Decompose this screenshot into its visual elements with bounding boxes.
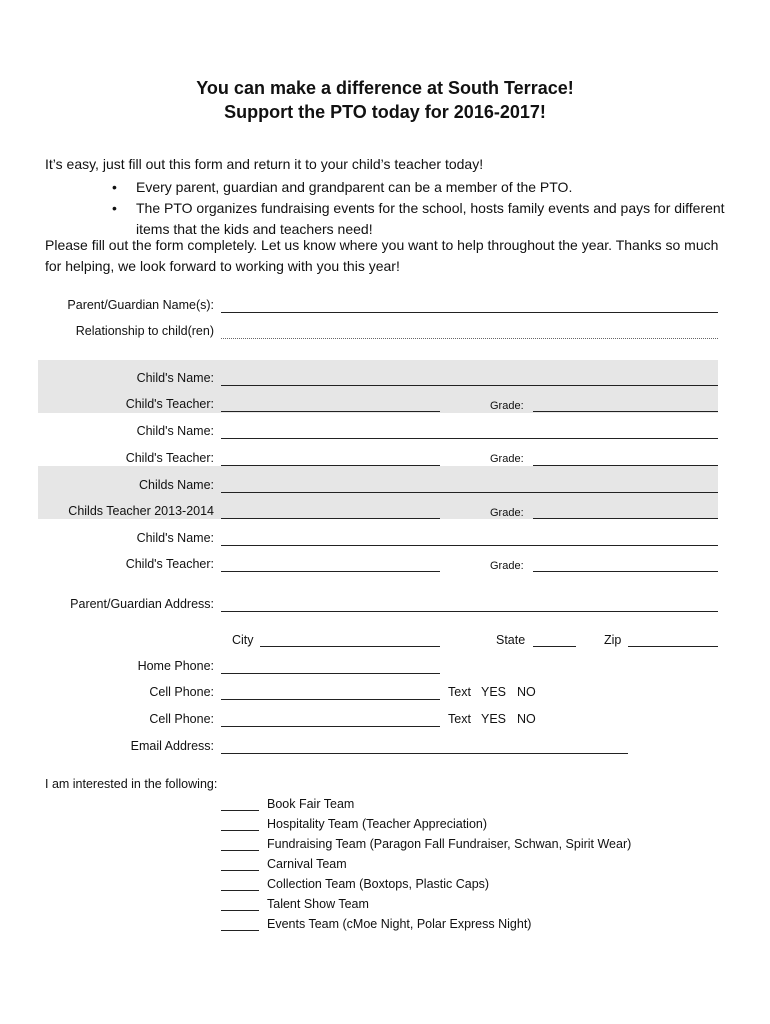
zip-label: Zip (604, 633, 622, 647)
child-1-teacher-label: Child's Teacher: (125, 397, 214, 411)
child-1-name-field[interactable] (221, 385, 718, 386)
interest-4-label: Carnival Team (267, 857, 347, 871)
child-2-grade-label: Grade: (490, 453, 524, 465)
home-phone-label: Home Phone: (137, 659, 214, 673)
child-4-grade-label: Grade: (490, 560, 524, 572)
cell-phone-field[interactable] (221, 699, 440, 700)
child-2-name-field[interactable] (221, 438, 718, 439)
text-label: Text (448, 685, 471, 699)
child-1-teacher-field[interactable] (221, 411, 440, 412)
child-1-name-label: Child's Name: (136, 371, 214, 385)
cell-phone-2-label: Cell Phone: (149, 712, 214, 726)
relationship-label: Relationship to child(ren) (75, 324, 214, 338)
child-2-grade-field[interactable] (533, 465, 718, 466)
child-3-teacher-field[interactable] (221, 518, 440, 519)
zip-field[interactable] (628, 646, 718, 647)
city-label: City (232, 633, 254, 647)
child-3-name-field[interactable] (221, 492, 718, 493)
text-2-yes-option[interactable]: YES (481, 712, 507, 726)
interest-3-label: Fundraising Team (Paragon Fall Fundraiser, Schwan, Spirit Wear) (267, 837, 632, 851)
interest-2-blank[interactable] (221, 830, 259, 831)
text-no-option[interactable]: NO (517, 685, 536, 699)
intro-bullet-2: The PTO organizes fundraising events for the school, hosts family events and pays for different items that the kids and teachers need! (136, 200, 725, 237)
child-3-grade-label: Grade: (490, 507, 524, 519)
address-field[interactable] (221, 611, 718, 612)
child-1-grade-label: Grade: (490, 400, 524, 412)
interest-4-blank[interactable] (221, 870, 259, 871)
interest-2-label: Hospitality Team (Teacher Appreciation) (267, 817, 488, 831)
intro-closing: Please fill out the form completely. Let us know where you want to help throughout the year. Thanks so much for helping, we look forward to working with you this year! (45, 237, 719, 274)
child-2-teacher-label: Child's Teacher: (125, 451, 214, 465)
parent-names-field[interactable] (221, 312, 718, 313)
state-field[interactable] (533, 646, 576, 647)
email-field[interactable] (221, 753, 628, 754)
intro-lead: It’s easy, just fill out this form and return it to your child’s teacher today! (45, 156, 484, 172)
interest-3-blank[interactable] (221, 850, 259, 851)
interest-6-blank[interactable] (221, 910, 259, 911)
child-4-teacher-field[interactable] (221, 571, 440, 572)
child-1-grade-field[interactable] (533, 411, 718, 412)
interests-heading: I am interested in the following: (45, 777, 218, 791)
cell-phone-label: Cell Phone: (149, 685, 214, 699)
intro-bullet-1: Every parent, guardian and grandparent can be a member of the PTO. (136, 179, 573, 195)
interest-1-blank[interactable] (221, 810, 259, 811)
child-4-grade-field[interactable] (533, 571, 718, 572)
child-2-name-label: Child's Name: (136, 424, 214, 438)
state-label: State (496, 633, 526, 647)
title-line-2: Support the PTO today for 2016-2017! (224, 102, 546, 122)
city-field[interactable] (260, 646, 440, 647)
child-3-name-label: Childs Name: (138, 478, 214, 492)
interest-6-label: Talent Show Team (267, 897, 369, 911)
email-label: Email Address: (130, 739, 214, 753)
child-3-grade-field[interactable] (533, 518, 718, 519)
child-4-teacher-label: Child's Teacher: (125, 557, 214, 571)
interest-5-blank[interactable] (221, 890, 259, 891)
child-3-teacher-label: Childs Teacher 2013-2014 (68, 504, 214, 518)
text-yes-option[interactable]: YES (481, 685, 507, 699)
text-2-no-option[interactable]: NO (517, 712, 536, 726)
relationship-field[interactable] (221, 338, 718, 339)
interest-7-label: Events Team (cMoe Night, Polar Express Night) (267, 917, 532, 931)
child-4-name-field[interactable] (221, 545, 718, 546)
interest-5-label: Collection Team (Boxtops, Plastic Caps) (267, 877, 490, 891)
child-4-name-label: Child's Name: (136, 531, 214, 545)
child-2-teacher-field[interactable] (221, 465, 440, 466)
home-phone-field[interactable] (221, 673, 440, 674)
interest-1-label: Book Fair Team (267, 797, 355, 811)
title-line-1: You can make a difference at South Terrace! (196, 78, 574, 98)
bullet-icon: • (112, 200, 117, 216)
parent-names-label: Parent/Guardian Name(s): (67, 298, 214, 312)
interest-7-blank[interactable] (221, 930, 259, 931)
text-2-label: Text (448, 712, 471, 726)
cell-phone-2-field[interactable] (221, 726, 440, 727)
address-label: Parent/Guardian Address: (70, 597, 214, 611)
bullet-icon: • (112, 179, 117, 195)
